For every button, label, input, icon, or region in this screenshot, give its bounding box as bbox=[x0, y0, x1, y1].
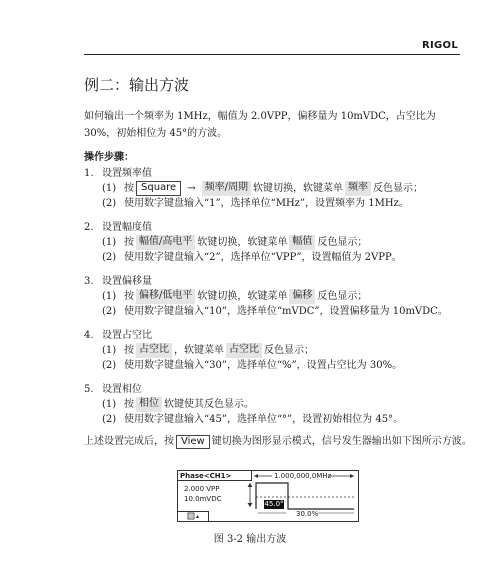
substep-text: 软键切换，软键菜单 bbox=[197, 237, 288, 248]
substep-number: (2) bbox=[102, 414, 117, 425]
substep-text: 使用数字键盘输入“1”，选择单位“MHz”，设置频率为 1MHz。 bbox=[124, 198, 409, 209]
step-item bbox=[84, 274, 464, 319]
substep-number: (1) bbox=[102, 183, 117, 194]
header-rule bbox=[84, 54, 460, 55]
substep-text: 反色显示； bbox=[264, 345, 314, 356]
substep-number: (1) bbox=[102, 291, 117, 302]
step-number: 4. bbox=[84, 330, 94, 341]
step-title: 设置占空比 bbox=[102, 330, 152, 341]
phase-readout: 45.0° bbox=[264, 500, 284, 508]
softkey-label: 相位 bbox=[136, 397, 162, 412]
substep-text: 反色显示； bbox=[317, 291, 368, 302]
view-key-label: View bbox=[176, 435, 210, 449]
substep-text: 按 bbox=[124, 237, 134, 248]
substep-number: (1) bbox=[102, 345, 117, 356]
substep-text: 按 bbox=[124, 183, 134, 194]
substep-number: (2) bbox=[102, 306, 117, 317]
offset-readout: 10.0mVDC bbox=[184, 495, 222, 503]
amplitude-readout: 2.000 VPP bbox=[184, 485, 220, 493]
step-title: 设置幅度值 bbox=[102, 222, 152, 233]
softkey-label: 偏移 bbox=[289, 289, 315, 304]
substep-text: ，软键菜单 bbox=[174, 345, 224, 356]
summary-paragraph bbox=[84, 434, 474, 450]
substep-text: 按 bbox=[124, 399, 134, 410]
step-number: 5. bbox=[84, 384, 94, 395]
step-title: 设置相位 bbox=[102, 384, 142, 395]
waveform-display bbox=[177, 470, 359, 522]
substep-text: 按 bbox=[124, 291, 134, 302]
figure-caption: 图 3-2 输出方波 bbox=[213, 534, 287, 545]
step-item bbox=[84, 220, 464, 265]
steps-heading: 操作步骤： bbox=[84, 152, 134, 163]
section-title: 例二：输出方波 bbox=[84, 76, 190, 94]
substep-number: (1) bbox=[102, 399, 117, 410]
steps-list bbox=[84, 166, 464, 436]
substep-text: 反色显示； bbox=[372, 183, 423, 194]
step-number: 3. bbox=[84, 276, 94, 287]
step-item bbox=[84, 166, 464, 211]
summary-text: 键切换为图形显示模式，信号发生器输出如下图所示方波。 bbox=[211, 436, 472, 447]
step-item bbox=[84, 382, 464, 427]
brand-header: RIGOL bbox=[421, 40, 458, 51]
step-title: 设置偏移量 bbox=[102, 276, 152, 287]
substep-number: (2) bbox=[102, 198, 117, 209]
softkey-label: 偏移/低电平 bbox=[136, 289, 195, 304]
channel-header: Phase<CH1> bbox=[178, 471, 252, 481]
square-key-label: Square bbox=[136, 181, 181, 196]
substep-text: 使用数字键盘输入“30”，选择单位“%”，设置占空比为 30%。 bbox=[124, 360, 403, 371]
softkey-label: 频率/周期 bbox=[202, 181, 251, 196]
step-item bbox=[84, 328, 464, 373]
substep-text: 反色显示； bbox=[317, 237, 368, 248]
softkey-label: 幅值 bbox=[289, 235, 315, 250]
substep-text: 使用数字键盘输入“2”，选择单位“VPP”，设置幅值为 2VPP。 bbox=[124, 252, 402, 263]
substep-number: (2) bbox=[102, 360, 117, 371]
step-number: 1. bbox=[84, 168, 94, 179]
substep-text: 按 bbox=[124, 345, 134, 356]
intro-paragraph: 如何输出一个频率为 1MHz，幅值为 2.0VPP，偏移量为 10mVDC，占空比为 30%，初始相位为 45°的方波。 bbox=[84, 111, 436, 139]
summary-text: 上述设置完成后，按 bbox=[84, 436, 174, 447]
softkey-label: 频率 bbox=[345, 181, 371, 196]
substep-text: 使用数字键盘输入“10”，选择单位“mVDC”，设置偏移量为 10mVDC。 bbox=[124, 306, 448, 317]
substep-text: 软键切换，软键菜单 bbox=[252, 183, 343, 194]
softkey-label: 占空比 bbox=[226, 343, 262, 358]
step-title: 设置频率值 bbox=[102, 168, 152, 179]
duty-readout: 30.0% bbox=[296, 510, 319, 518]
step-number: 2. bbox=[84, 222, 94, 233]
arrow-icon: → bbox=[187, 183, 196, 194]
frequency-readout: 1.000,000,0MHz bbox=[274, 472, 332, 480]
document-icon bbox=[178, 511, 209, 521]
substep-text: 使用数字键盘输入“45”，选择单位“°”，设置初始相位为 45°。 bbox=[124, 414, 404, 425]
substep-text: 软键切换，软键菜单 bbox=[197, 291, 288, 302]
substep-number: (1) bbox=[102, 237, 117, 248]
softkey-label: 幅值/高电平 bbox=[136, 235, 195, 250]
softkey-label: 占空比 bbox=[136, 343, 172, 358]
substep-text: 软键使其反色显示。 bbox=[164, 399, 254, 410]
substep-number: (2) bbox=[102, 252, 117, 263]
